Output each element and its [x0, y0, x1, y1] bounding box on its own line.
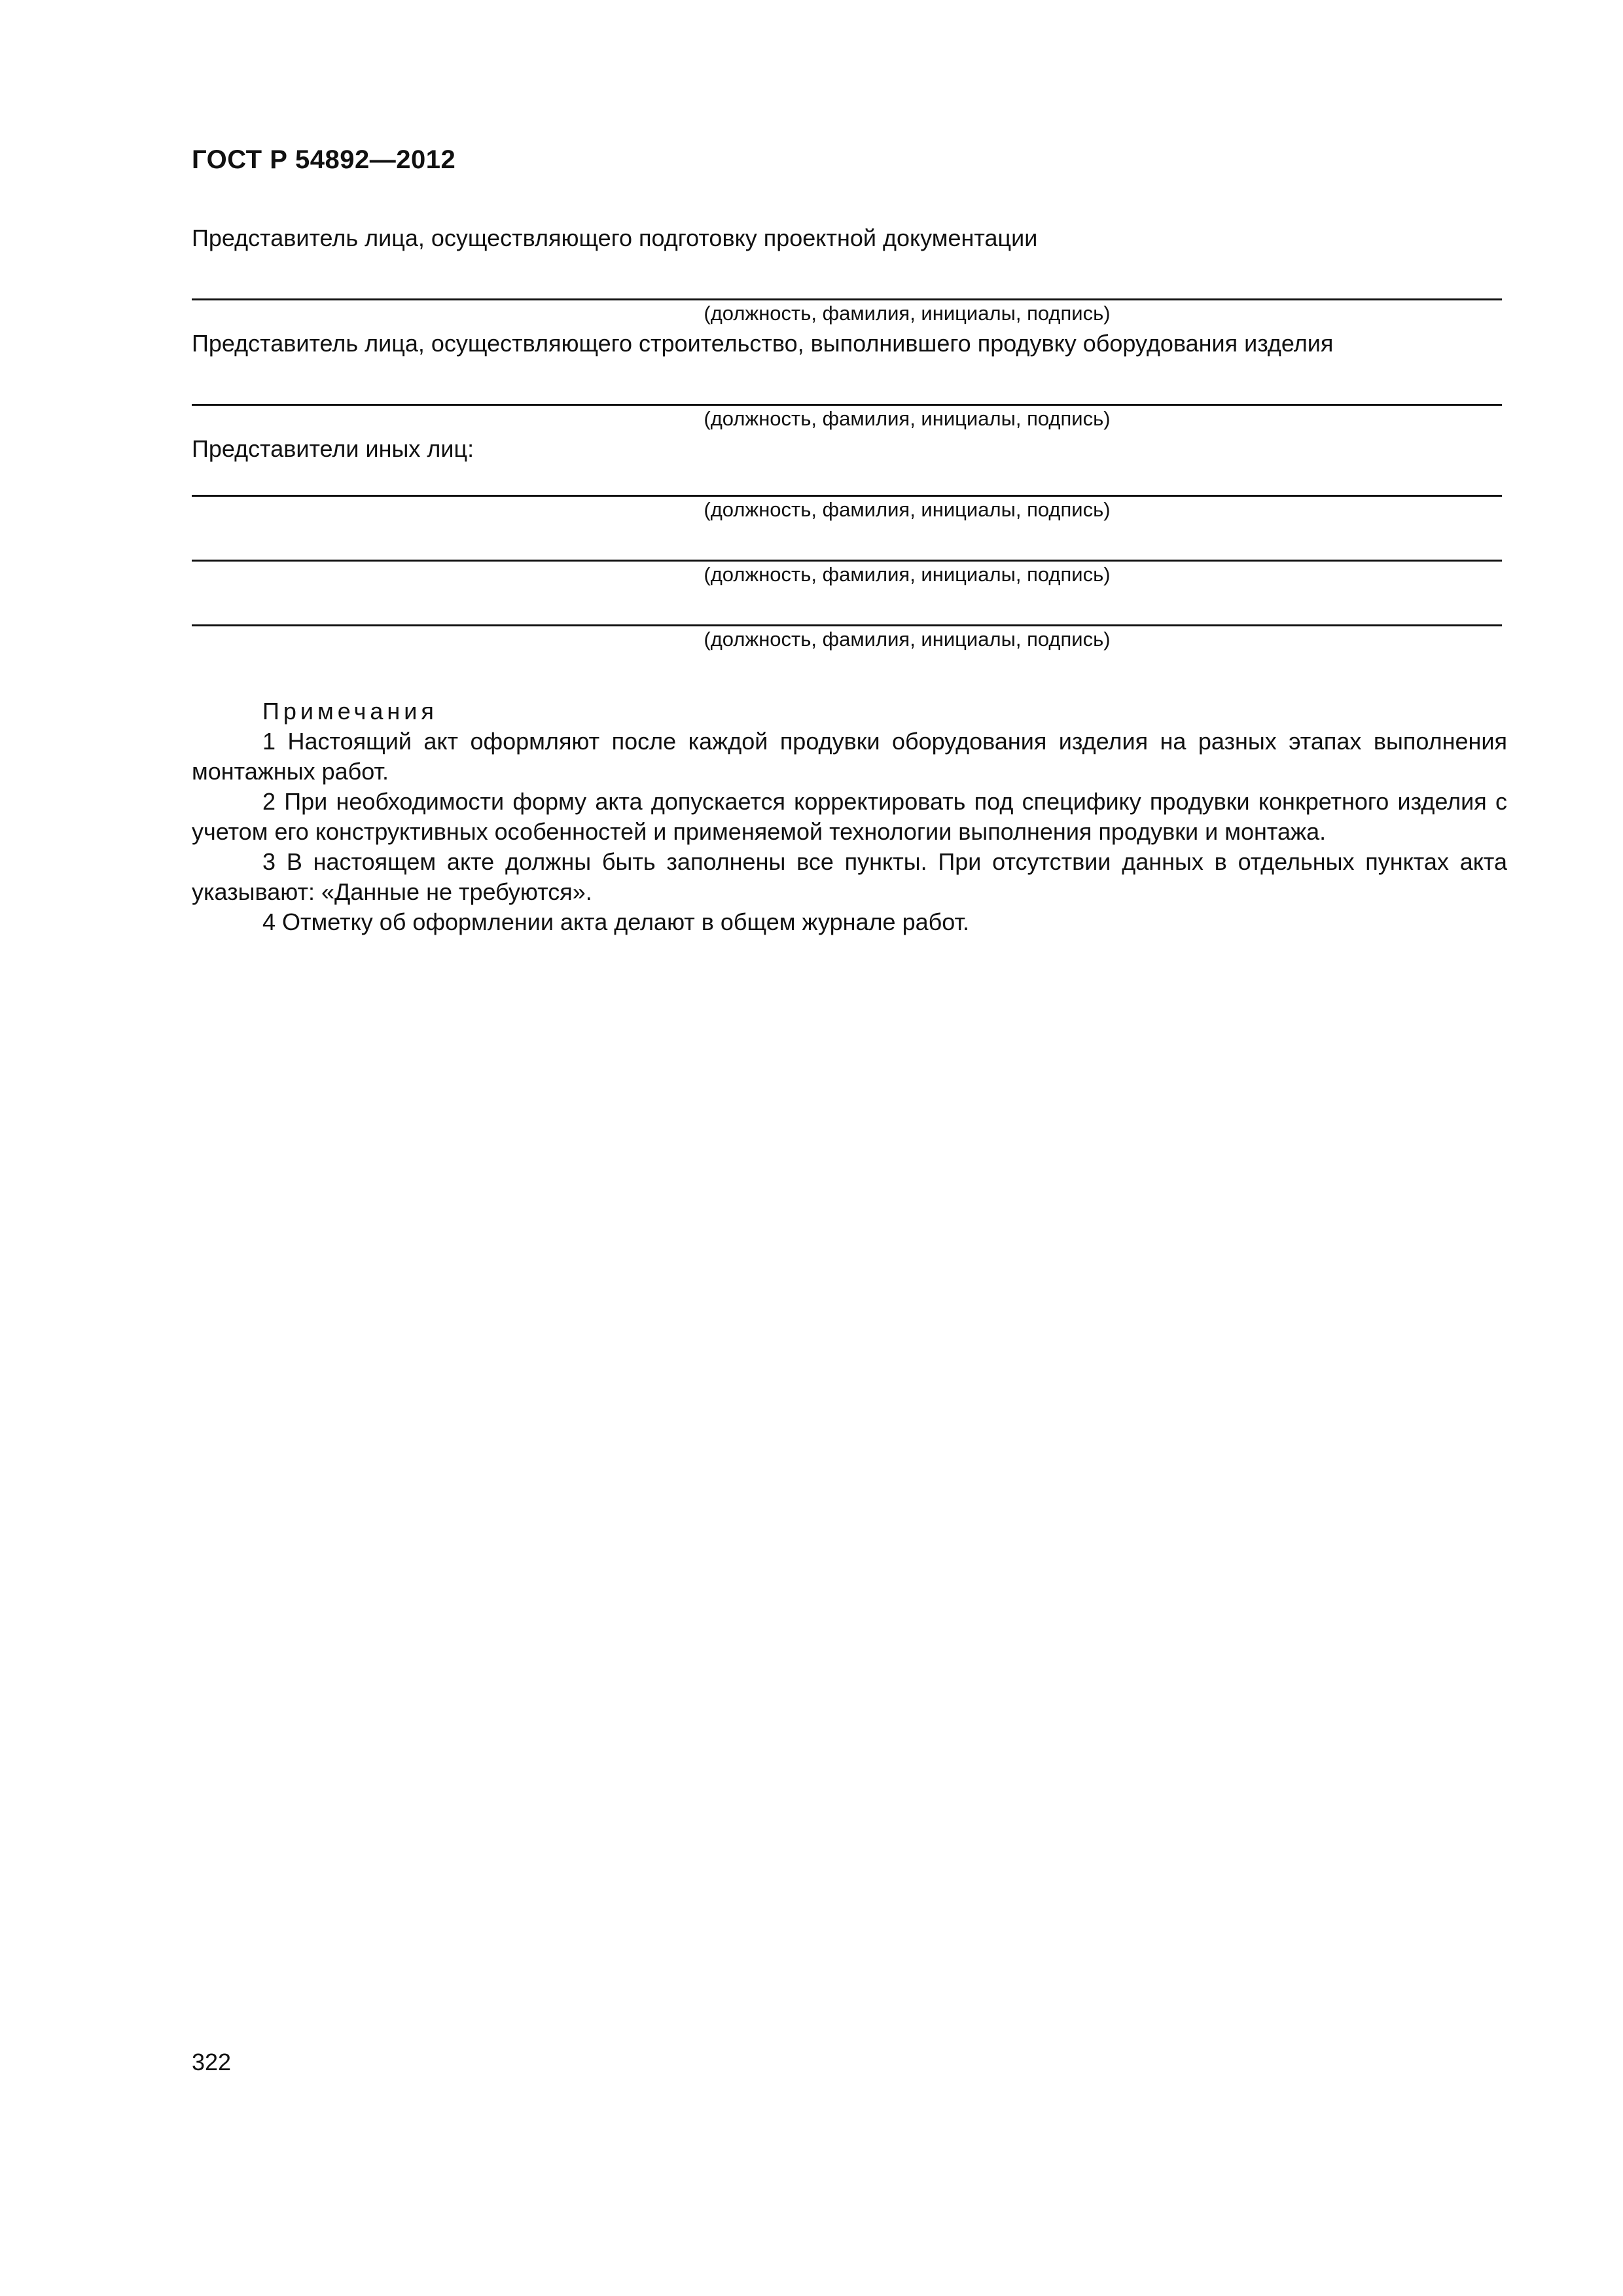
- signature-space: [192, 523, 1502, 560]
- signature-space: [192, 466, 1502, 495]
- note-item: 1 Настоящий акт оформляют после каждой продувки оборудования изделия на разных этапах выполнения монтажных работ.: [192, 728, 1507, 785]
- construction-rep-label: Представитель лица, осуществляющего строительство, выполнившего продувку оборудования изделия: [192, 330, 1334, 357]
- note-item: 2 При необходимости форму акта допускается корректировать под специфику продувки конкретного изделия с учетом его конструктивных особенностей и применяемой технологии выполнения продувки и монтажа.: [192, 788, 1507, 845]
- signature-space: [192, 588, 1502, 624]
- signature-caption: (должность, фамилия, инициалы, подпись): [704, 628, 1111, 651]
- signature-caption: (должность, фамилия, инициалы, подпись): [704, 498, 1111, 521]
- note-item: 3 В настоящем акте должны быть заполнены все пункты. При отсутствии данных в отдельных пунктах акта указывают: «Данные не требуются».: [192, 848, 1507, 905]
- signature-block: [192, 221, 1502, 653]
- signature-space: [192, 255, 1502, 298]
- standard-code-header: ГОСТ Р 54892—2012: [192, 145, 456, 174]
- notes-section: [192, 696, 1507, 937]
- signature-caption: (должность, фамилия, инициалы, подпись): [704, 563, 1111, 586]
- project-doc-rep-label: Представитель лица, осуществляющего подготовку проектной документации: [192, 224, 1038, 251]
- other-reps-label: Представители иных лиц:: [192, 435, 474, 462]
- signature-space: [192, 361, 1502, 404]
- note-item: 4 Отметку об оформлении акта делают в общем журнале работ.: [262, 908, 969, 935]
- signature-caption: (должность, фамилия, инициалы, подпись): [704, 407, 1111, 430]
- signature-caption: (должность, фамилия, инициалы, подпись): [704, 302, 1111, 325]
- notes-title: Примечания: [262, 698, 438, 725]
- page-number: 322: [192, 2049, 232, 2075]
